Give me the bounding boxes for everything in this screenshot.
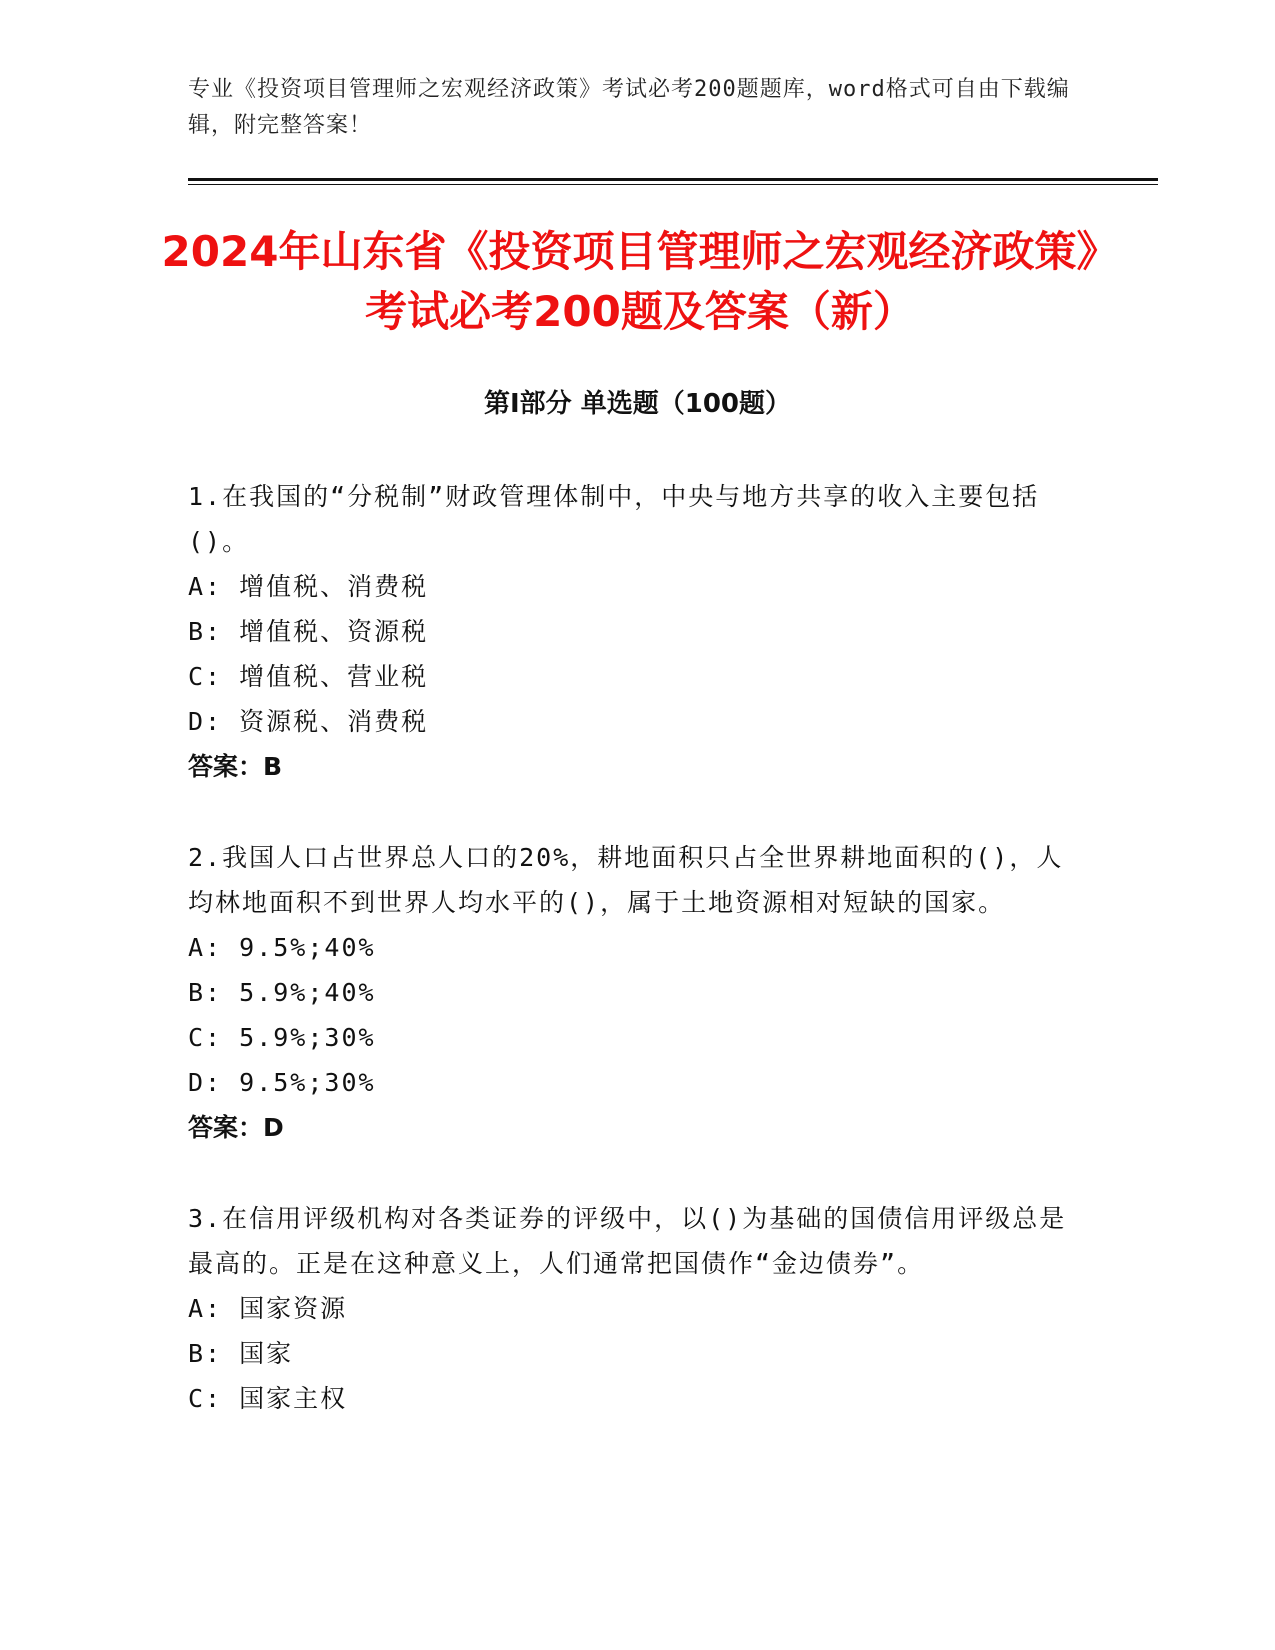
question-stem: 3.在信用评级机构对各类证券的评级中，以()为基础的国债信用评级总是最高的。正是在这种意义上，人们通常把国债作“金边债券”。 [188,1204,1067,1278]
question-stem: 1.在我国的“分税制”财政管理体制中，中央与地方共享的收入主要包括()。 [188,482,1040,556]
option-c: C: 5.9%;30% [188,1023,376,1052]
document-title: 2024年山东省《投资项目管理师之宏观经济政策》考试必考200题及答案（新） [161,227,1119,336]
question-3 [188,1196,1078,1421]
option-a: A: 9.5%;40% [188,933,376,962]
option-b: B: 增值税、资源税 [188,617,429,646]
header-divider-thin [188,184,1158,185]
section-heading: 第Ⅰ部分 单选题（100题） [484,389,791,419]
question-1 [188,474,1078,789]
option-b: B: 国家 [188,1339,294,1368]
option-d: D: 资源税、消费税 [188,707,429,736]
answer: 答案：B [188,752,283,781]
answer: 答案：D [188,1113,284,1142]
question-2 [188,835,1078,1150]
option-c: C: 国家主权 [188,1384,348,1413]
option-c: C: 增值税、营业税 [188,662,429,691]
question-stem: 2.我国人口占世界总人口的20%，耕地面积只占全世界耕地面积的()，人均林地面积不到世界人均水平的()，属于土地资源相对短缺的国家。 [188,843,1064,917]
question-list [188,474,1078,1467]
header-note: 专业《投资项目管理师之宏观经济政策》考试必考200题题库，word格式可自由下载编辑，附完整答案！ [188,77,1070,138]
option-b: B: 5.9%;40% [188,978,376,1007]
option-a: A: 增值税、消费税 [188,572,429,601]
option-a: A: 国家资源 [188,1294,348,1323]
header-divider [188,178,1158,181]
option-d: D: 9.5%;30% [188,1068,376,1097]
